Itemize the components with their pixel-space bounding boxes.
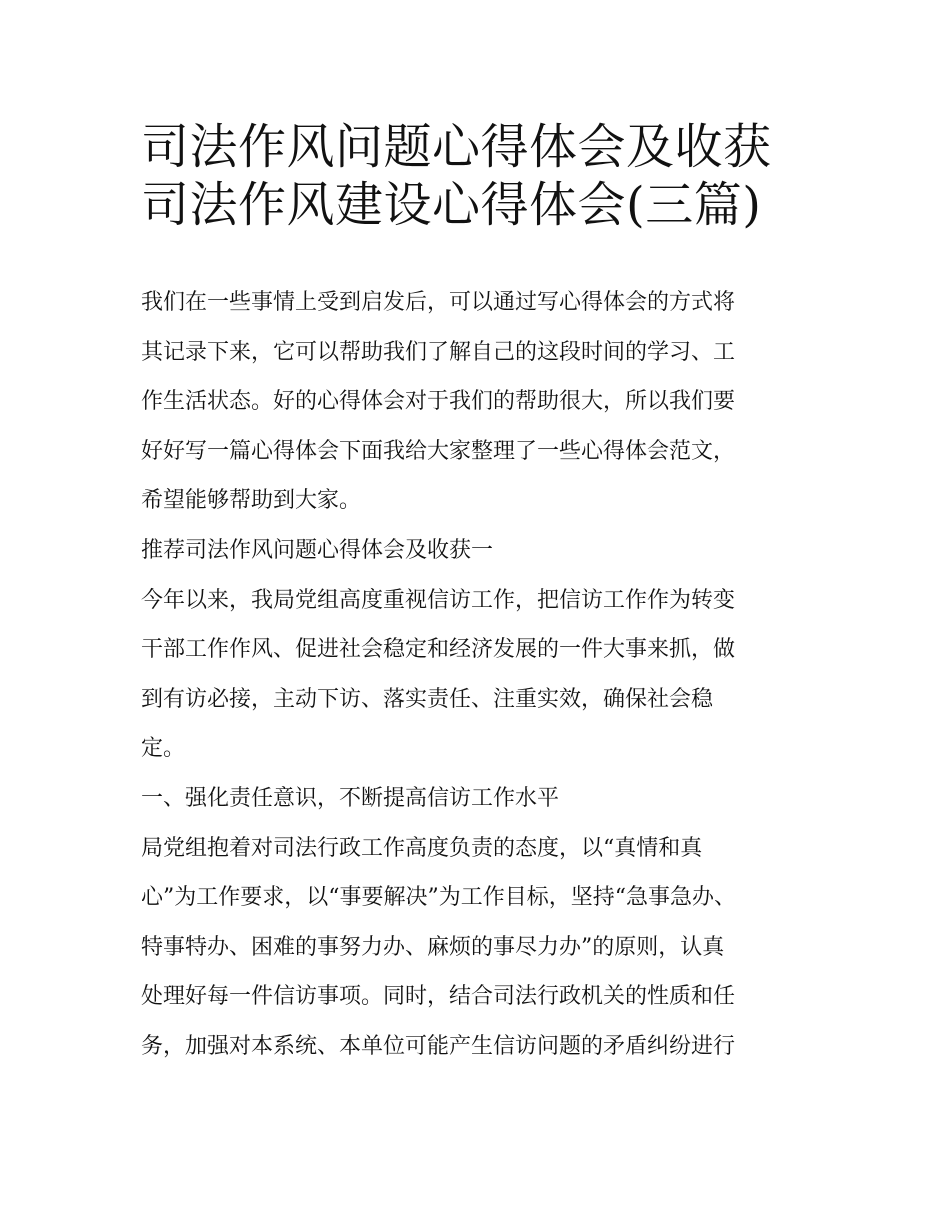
body-line-5: 希望能够帮助到大家。: [141, 488, 362, 514]
body-line-13: 心”为工作要求，以“事要解决”为工作目标，坚持“急事急办、: [141, 885, 736, 911]
body-line-10: 定。: [141, 736, 186, 762]
title-line-1: 司法作风问题心得体会及收获: [141, 119, 772, 175]
body-line-4: 好好写一篇心得体会下面我给大家整理了一些心得体会范文，: [141, 438, 736, 464]
document-body: [141, 278, 826, 1072]
body-line-2: 其记录下来，它可以帮助我们了解自己的这段时间的学习、工: [141, 339, 736, 365]
body-line-15: 处理好每一件信访事项。同时，结合司法行政机关的性质和任: [141, 984, 736, 1010]
body-line-8: 干部工作作风、促进社会稳定和经济发展的一件大事来抓，做: [141, 637, 736, 663]
body-line-7: 今年以来，我局党组高度重视信访工作，把信访工作作为转变: [141, 587, 736, 613]
section-heading-2: 一、强化责任意识，不断提高信访工作水平: [141, 785, 560, 811]
title-line-2: 司法作风建设心得体会(三篇): [141, 177, 762, 233]
section-heading-1: 推荐司法作风问题心得体会及收获一: [141, 537, 494, 563]
document-title: [141, 118, 841, 234]
body-line-9: 到有访必接，主动下访、落实责任、注重实效，确保社会稳: [141, 686, 714, 712]
body-line-16: 务，加强对本系统、本单位可能产生信访问题的矛盾纠纷进行: [141, 1033, 736, 1059]
body-line-1: 我们在一些事情上受到启发后，可以通过写心得体会的方式将: [141, 290, 736, 315]
body-line-12: 局党组抱着对司法行政工作高度负责的态度，以“真情和真: [141, 835, 703, 861]
body-line-14: 特事特办、困难的事努力办、麻烦的事尽力办”的原则，认真: [141, 934, 725, 960]
body-line-3: 作生活状态。好的心得体会对于我们的帮助很大，所以我们要: [141, 389, 736, 415]
